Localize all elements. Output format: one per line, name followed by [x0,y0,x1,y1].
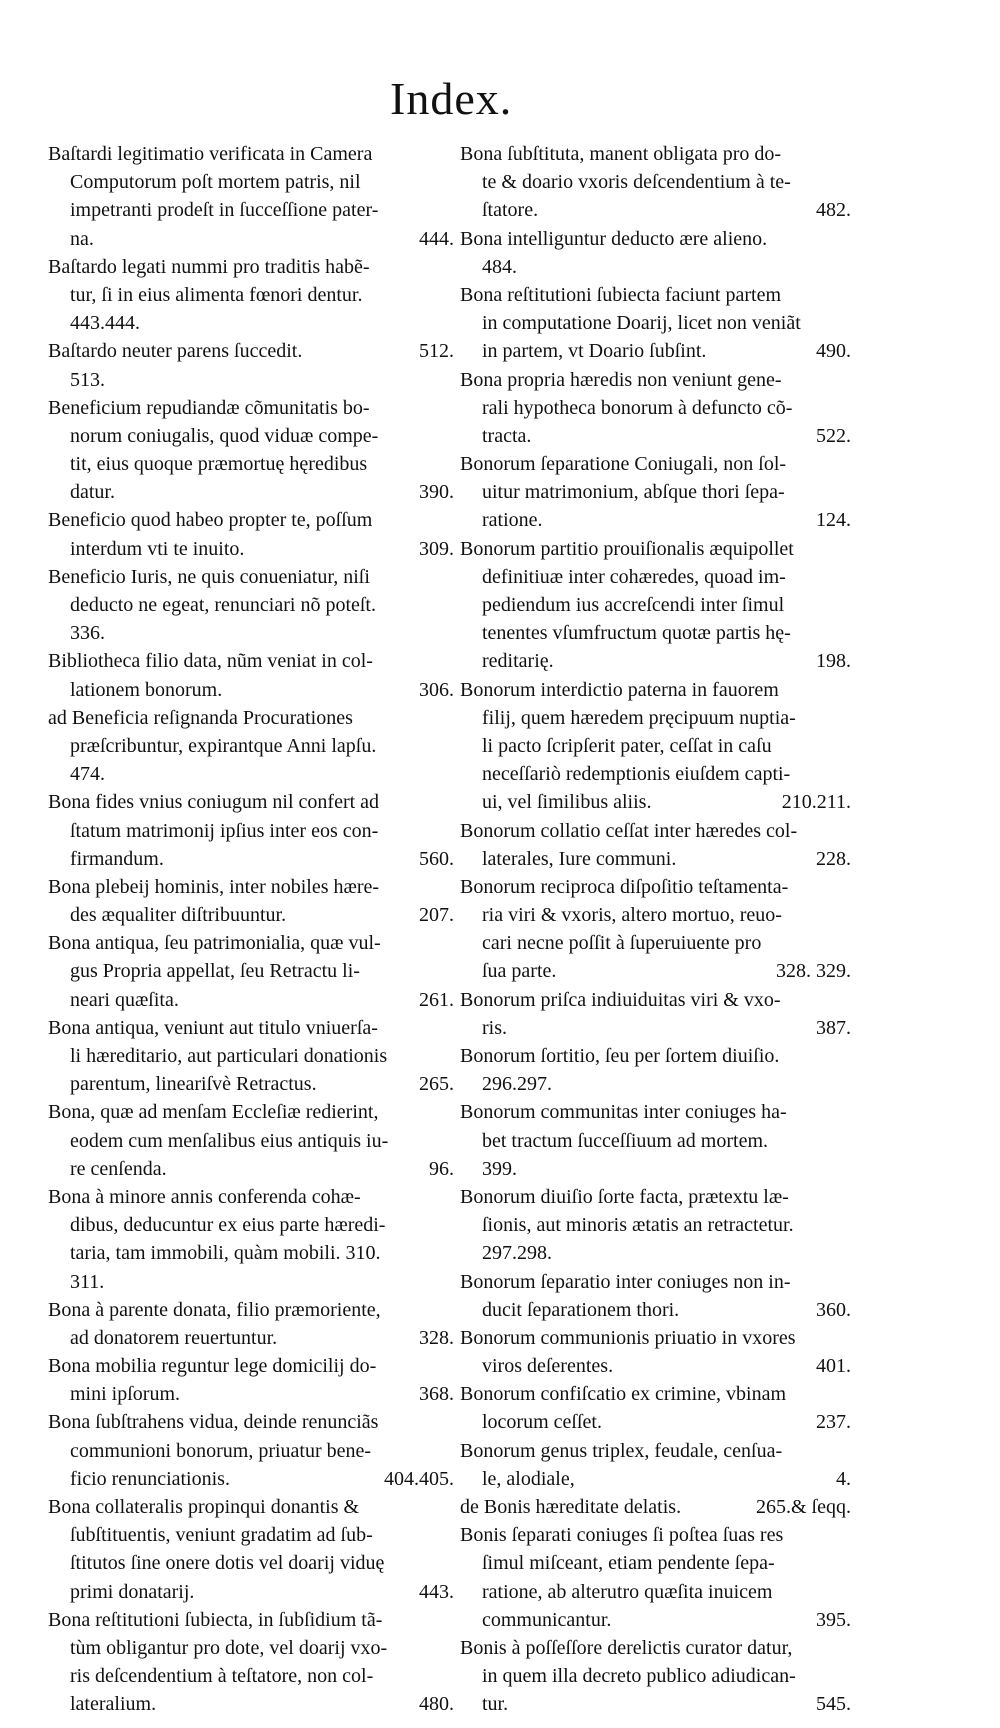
entry-line [48,1634,458,1662]
page-reference: 309. [419,537,454,560]
entry-text: laterales, Iure communi. [482,847,677,870]
entry-text: des æqualiter diſtribuuntur. [70,904,287,927]
entry-line [460,281,855,309]
entry-text: Bona fides vnius coniugum nil confert ad [48,791,380,814]
entry-line [460,1690,855,1718]
entry-line [460,1352,855,1380]
index-entry [48,929,458,1014]
page-reference: 482. [816,199,851,222]
entry-line [48,1183,458,1211]
page-reference: 512. [419,340,454,363]
entry-text: 443.444. [70,312,140,335]
entry-text: le, alodiale, [482,1467,575,1490]
index-entry [48,647,458,703]
entry-text: Bona reſtitutioni ſubiecta faciunt partem [460,283,782,306]
entry-line [48,337,458,365]
entry-text: Bona mobilia reguntur lege domicilij do- [48,1355,377,1378]
index-entry [460,1634,855,1719]
entry-text: ficio renunciationis. [70,1467,230,1490]
entry-text: in quem illa decreto publico adiudican- [482,1665,796,1688]
entry-text: Bona plebeij hominis, inter nobiles hære- [48,875,380,898]
index-entry [460,450,855,535]
page-reference: 265.& ſeqq. [756,1496,851,1518]
index-entry [48,704,458,789]
entry-text: filij, quem hæredem pręcipuum nuptia- [482,706,796,729]
entry-text: locorum ceſſet. [482,1411,602,1434]
entry-text: communioni bonorum, priuatur bene- [70,1439,372,1462]
page-reference: 210.211. [781,791,851,814]
entry-line [460,1380,855,1408]
entry-line [460,1634,855,1662]
entry-text: na. [70,227,94,250]
entry-line [48,760,458,788]
entry-text: Bona ſubſtrahens vidua, deinde renunciãs [48,1411,379,1434]
entry-line [48,1465,458,1493]
page-reference: 404.405. [384,1467,454,1490]
index-entry [48,1352,458,1408]
entry-line [460,394,855,422]
page-reference: 443. [419,1580,454,1603]
entry-line [460,478,855,506]
entry-line [48,506,458,534]
entry-text: tenentes vſumfructum quotæ partis hę- [482,622,791,645]
entry-line [460,704,855,732]
entry-text: tùm obligantur pro dote, vel doarij vxo- [70,1636,388,1659]
entry-text: ad Beneficia reſignanda Procurationes [48,706,353,729]
entry-text: 336. [70,622,105,645]
entry-text: ris deſcendentium à teſtatore, non col- [70,1665,374,1688]
entry-text: 399. [482,1157,517,1180]
entry-text: de Bonis hæreditate delatis. [460,1496,682,1518]
index-entry [460,1437,855,1493]
entry-line [48,1521,458,1549]
entry-text: Baſtardo neuter parens ſuccedit. [48,340,303,363]
entry-line [48,1042,458,1070]
index-entry [460,1324,855,1380]
page-reference: 444. [419,227,454,250]
entry-text: tur, ſi in eius alimenta fœnori dentur. [70,283,363,306]
entry-text: deducto ne egeat, renunciari nõ poteſt. [70,594,376,616]
entry-line [460,1408,855,1436]
entry-text: Bona propria hæredis non veniunt gene- [460,368,782,391]
index-entry [460,1098,855,1183]
entry-line [48,732,458,760]
entry-text: Bonorum partitio prouiſionalis æquipollet [460,537,794,560]
entry-line [460,647,855,675]
entry-text: mini ipſorum. [70,1383,180,1406]
index-entry [48,788,458,873]
entry-text: norum coniugalis, quod viduæ compe- [70,424,379,447]
left-column [48,140,458,1719]
entry-text: re cenſenda. [70,1157,167,1180]
entry-line [48,986,458,1014]
index-entry [460,817,855,873]
entry-line [460,1465,855,1493]
entry-text: Computorum poſt mortem patris, nil [70,171,361,194]
entry-line [48,619,458,647]
index-entry [460,535,855,676]
entry-text: Bonorum collatio ceſſat inter hæredes col- [460,819,798,842]
entry-text: Bona antiqua, veniunt aut titulo vniuerſa- [48,1016,378,1039]
index-entry [48,394,458,507]
entry-line [460,873,855,901]
index-entry [48,1606,458,1719]
entry-text: eodem cum menſalibus eius antiquis iu- [70,1129,389,1152]
entry-text: Bonorum interdictio paterna in fauorem [460,678,779,701]
entry-line [460,196,855,224]
entry-line [460,1521,855,1549]
entry-line [48,1324,458,1352]
index-entry [48,873,458,929]
index-entry [460,1268,855,1324]
entry-line [460,929,855,957]
entry-line [48,1606,458,1634]
page-reference: 124. [816,509,851,532]
entry-text: gus Propria appellat, ſeu Retractu li- [70,960,360,983]
entry-line [48,1408,458,1436]
entry-text: tit, eius quoque præmortuę hęredibus [70,453,368,476]
entry-line [48,168,458,196]
entry-text: parentum, lineariſvè Retractus. [70,1073,317,1096]
entry-line [48,1070,458,1098]
entry-text: Bonorum reciproca diſpoſitio teſtamenta- [460,875,789,898]
entry-text: neari quæſita. [70,988,179,1011]
entry-line [460,1070,855,1098]
entry-line [48,1098,458,1126]
index-entry [460,140,855,225]
index-entry [460,986,855,1042]
entry-line [48,1578,458,1606]
entry-text: ria viri & vxoris, altero mortuo, reuo- [482,904,782,927]
entry-line [48,422,458,450]
entry-text: cari necne poſſit à ſuperuiuente pro [482,932,762,955]
entry-line [48,676,458,704]
entry-text: Bona antiqua, ſeu patrimonialia, quæ vul- [48,932,381,955]
entry-text: bet tractum ſucceſſiuum ad mortem. [482,1129,769,1152]
entry-line [460,1324,855,1352]
entry-line [460,1549,855,1577]
page-reference: 261. [419,988,454,1011]
entry-line [48,873,458,901]
entry-line [48,704,458,732]
entry-line [48,253,458,281]
page-reference: 360. [816,1298,851,1321]
entry-line [460,1578,855,1606]
page-reference: 480. [419,1693,454,1716]
page-reference: 522. [816,424,851,447]
entry-line [460,337,855,365]
entry-text: Beneficio quod habeo propter te, poſſum [48,509,373,532]
entry-line [460,1211,855,1239]
entry-text: Baſtardo legati nummi pro traditis habẽ- [48,255,370,278]
entry-text: Bonorum confiſcatio ex crimine, vbinam [460,1383,787,1406]
page-reference: 401. [816,1355,851,1378]
entry-text: ſtitutos ſine onere dotis vel doarij viduę [70,1552,385,1575]
entry-text: Bonorum ſeparatio inter coniuges non in- [460,1270,791,1293]
entry-text: primi donatarij. [70,1580,195,1603]
entry-line [460,1127,855,1155]
entry-line [460,1493,855,1521]
entry-text: dibus, deducuntur ex eius parte hæredi- [70,1214,386,1237]
index-entry [48,563,458,648]
page-reference: 306. [419,678,454,701]
entry-line [460,1606,855,1634]
entry-line [460,1183,855,1211]
entry-line [460,1296,855,1324]
index-entry [48,1183,458,1296]
index-entry [48,1408,458,1493]
entry-line [460,506,855,534]
entry-line [48,788,458,816]
entry-text: Bona, quæ ad menſam Eccleſiæ redierint, [48,1101,379,1124]
index-entry [48,337,458,393]
entry-line [48,1127,458,1155]
entry-text: Bona intelliguntur deducto ære alieno. [460,227,768,250]
entry-line [460,168,855,196]
entry-text: ſua parte. [482,960,557,983]
entry-line [48,1662,458,1690]
entry-line [460,1014,855,1042]
page-reference: 387. [816,1016,851,1039]
entry-text: ratione, ab alterutro quæſita inuicem [482,1580,773,1603]
entry-text: 513. [70,368,105,391]
entry-line [460,591,855,619]
entry-text: in partem, vt Doario ſubſint. [482,340,707,363]
entry-text: ſubſtituentis, veniunt gradatim ad ſub- [70,1524,373,1547]
entry-line [48,563,458,591]
entry-line [48,225,458,253]
entry-line [460,676,855,704]
entry-text: Bona collateralis propinqui donantis & [48,1496,360,1518]
entry-text: ſtatore. [482,199,539,222]
entry-text: lationem bonorum. [70,678,223,701]
entry-line [48,1437,458,1465]
entry-line [48,196,458,224]
entry-text: 311. [70,1270,105,1293]
index-entry [48,1098,458,1183]
entry-line [48,140,458,168]
entry-line [460,366,855,394]
entry-line [460,535,855,563]
entry-text: communicantur. [482,1608,612,1631]
index-entry [48,1493,458,1606]
entry-text: definitiuæ inter cohæredes, quoad im- [482,565,786,588]
right-column [460,140,855,1719]
entry-text: ducit ſeparationem thori. [482,1298,680,1321]
entry-line [460,619,855,647]
page-reference: 390. [419,481,454,504]
entry-line [48,535,458,563]
index-entry [48,1296,458,1352]
entry-line [48,1690,458,1718]
entry-text: Bonorum diuiſio ſorte facta, prætextu læ- [460,1185,789,1208]
entry-line [48,1211,458,1239]
entry-text: impetranti prodeſt in ſucceſſione pater- [70,199,379,222]
entry-line [48,817,458,845]
entry-text: Bonorum communionis priuatio in vxores [460,1326,796,1349]
entry-text: 297.298. [482,1242,552,1265]
index-entry [460,366,855,451]
index-entry [460,225,855,281]
entry-text: 484. [482,255,517,278]
entry-line [460,760,855,788]
entry-line [48,1493,458,1521]
entry-text: datur. [70,481,115,504]
entry-text: te & doario vxoris deſcendentium à te- [482,171,791,194]
index-entry [460,1042,855,1098]
entry-line [460,422,855,450]
entry-line [460,986,855,1014]
entry-text: ſionis, aut minoris ætatis an retractetur. [482,1214,794,1237]
entry-text: Bonorum communitas inter coniuges ha- [460,1101,787,1124]
page-reference: 328. 329. [776,960,851,983]
index-entry [48,1014,458,1099]
entry-line [48,366,458,394]
entry-text: Beneficium repudiandæ cõmunitatis bo- [48,396,370,419]
entry-text: tur. [482,1693,509,1716]
page-reference: 207. [419,904,454,927]
entry-line [48,281,458,309]
page-reference: 228. [816,847,851,870]
entry-text: interdum vti te inuito. [70,537,245,560]
entry-line [460,225,855,253]
entry-text: lateralium. [70,1693,157,1716]
index-entry [460,1493,855,1521]
index-entry [460,676,855,817]
entry-line [460,1042,855,1070]
entry-text: Bonis à poſſeſſore derelictis curator datur, [460,1636,793,1659]
entry-line [460,140,855,168]
entry-text: reditarię. [482,650,554,673]
entry-line [460,450,855,478]
index-entry [460,1183,855,1268]
entry-text: in computatione Doarij, licet non veniãt [482,312,801,335]
entry-line [48,450,458,478]
entry-text: Bonorum ſeparatione Coniugali, non ſol- [460,453,787,476]
entry-text: neceſſariò redemptionis eiuſdem capti- [482,763,791,786]
entry-line [48,1155,458,1183]
page-reference: 490. [816,340,851,363]
entry-text: Bonorum genus triplex, feudale, cenſua- [460,1439,783,1462]
entry-text: præſcribuntur, expirantque Anni lapſu. [70,734,377,757]
entry-text: rali hypotheca bonorum à defuncto cõ- [482,396,793,419]
entry-text: ſtatum matrimonij ipſius inter eos con- [70,819,379,842]
entry-text: Beneficio Iuris, ne quis conueniatur, niſi [48,565,370,588]
page-reference: 328. [419,1326,454,1349]
entry-line [460,732,855,760]
entry-line [48,957,458,985]
entry-line [48,309,458,337]
index-entry [48,253,458,338]
page-reference: 265. [419,1073,454,1096]
entry-line [48,647,458,675]
page-reference: 395. [816,1608,851,1631]
index-entry [48,140,458,253]
entry-line [460,1662,855,1690]
page-reference: 96. [429,1157,454,1180]
entry-line [48,394,458,422]
entry-text: ris. [482,1016,507,1039]
entry-line [460,253,855,281]
entry-line [48,845,458,873]
entry-line [48,1549,458,1577]
entry-line [48,1014,458,1042]
entry-text: Bona à parente donata, filio præmoriente, [48,1298,381,1321]
index-entry [460,1521,855,1634]
entry-text: li hæreditario, aut particulari donationis [70,1045,388,1067]
entry-text: 296.297. [482,1073,552,1096]
entry-line [460,1239,855,1267]
entry-text: viros deſerentes. [482,1355,614,1378]
entry-text: Bonis ſeparati coniuges ſi poſtea ſuas res [460,1524,784,1547]
entry-text: Bonorum ſortitio, ſeu per ſortem diuiſio. [460,1045,780,1067]
entry-line [460,901,855,929]
index-entry [460,1380,855,1436]
entry-text: ſimul miſceant, etiam pendente ſepa- [482,1552,775,1575]
entry-text: taria, tam immobili, quàm mobili. 310. [70,1242,381,1265]
entry-line [460,845,855,873]
entry-line [460,563,855,591]
entry-line [48,1268,458,1296]
entry-text: Bona reſtitutioni ſubiecta, in ſubſidium tã- [48,1608,383,1631]
index-entry [48,506,458,562]
entry-line [460,788,855,816]
entry-line [48,1380,458,1408]
entry-text: Bibliotheca filio data, nũm veniat in col- [48,650,373,673]
entry-text: 474. [70,763,105,786]
entry-line [460,1155,855,1183]
entry-text: Bonorum priſca indiuiduitas viri & vxo- [460,988,781,1011]
entry-text: ratione. [482,509,543,532]
entry-text: firmandum. [70,847,164,870]
entry-text: ad donatorem reuertuntur. [70,1326,278,1349]
index-entry [460,281,855,366]
page-reference: 198. [816,650,851,673]
entry-line [460,1098,855,1126]
entry-line [48,901,458,929]
page-title: Index. [390,73,513,124]
entry-text: tracta. [482,424,532,447]
entry-line [48,1239,458,1267]
entry-line [460,1268,855,1296]
page-reference: 560. [419,847,454,870]
entry-text: ui, vel ſimilibus aliis. [482,791,652,814]
entry-text: pediendum ius accreſcendi inter ſimul [482,594,785,616]
page-reference: 4. [836,1467,851,1490]
entry-line [48,1296,458,1324]
entry-text: Bona ſubſtituta, manent obligata pro do- [460,143,782,165]
entry-line [48,591,458,619]
entry-text: Baſtardi legitimatio verificata in Camera [48,143,373,165]
entry-line [460,817,855,845]
entry-line [460,309,855,337]
entry-text: Bona à minore annis conferenda cohæ- [48,1185,361,1208]
entry-line [48,929,458,957]
page-reference: 545. [816,1693,851,1716]
page-reference: 237. [816,1411,851,1434]
entry-line [460,1437,855,1465]
entry-line [48,1352,458,1380]
page-reference: 368. [419,1383,454,1406]
entry-text: uitur matrimonium, abſque thori ſepa- [482,481,785,504]
entry-text: li pacto ſcripſerit pater, ceſſat in caſu [482,734,772,757]
entry-line [48,478,458,506]
entry-line [460,957,855,985]
index-entry [460,873,855,986]
